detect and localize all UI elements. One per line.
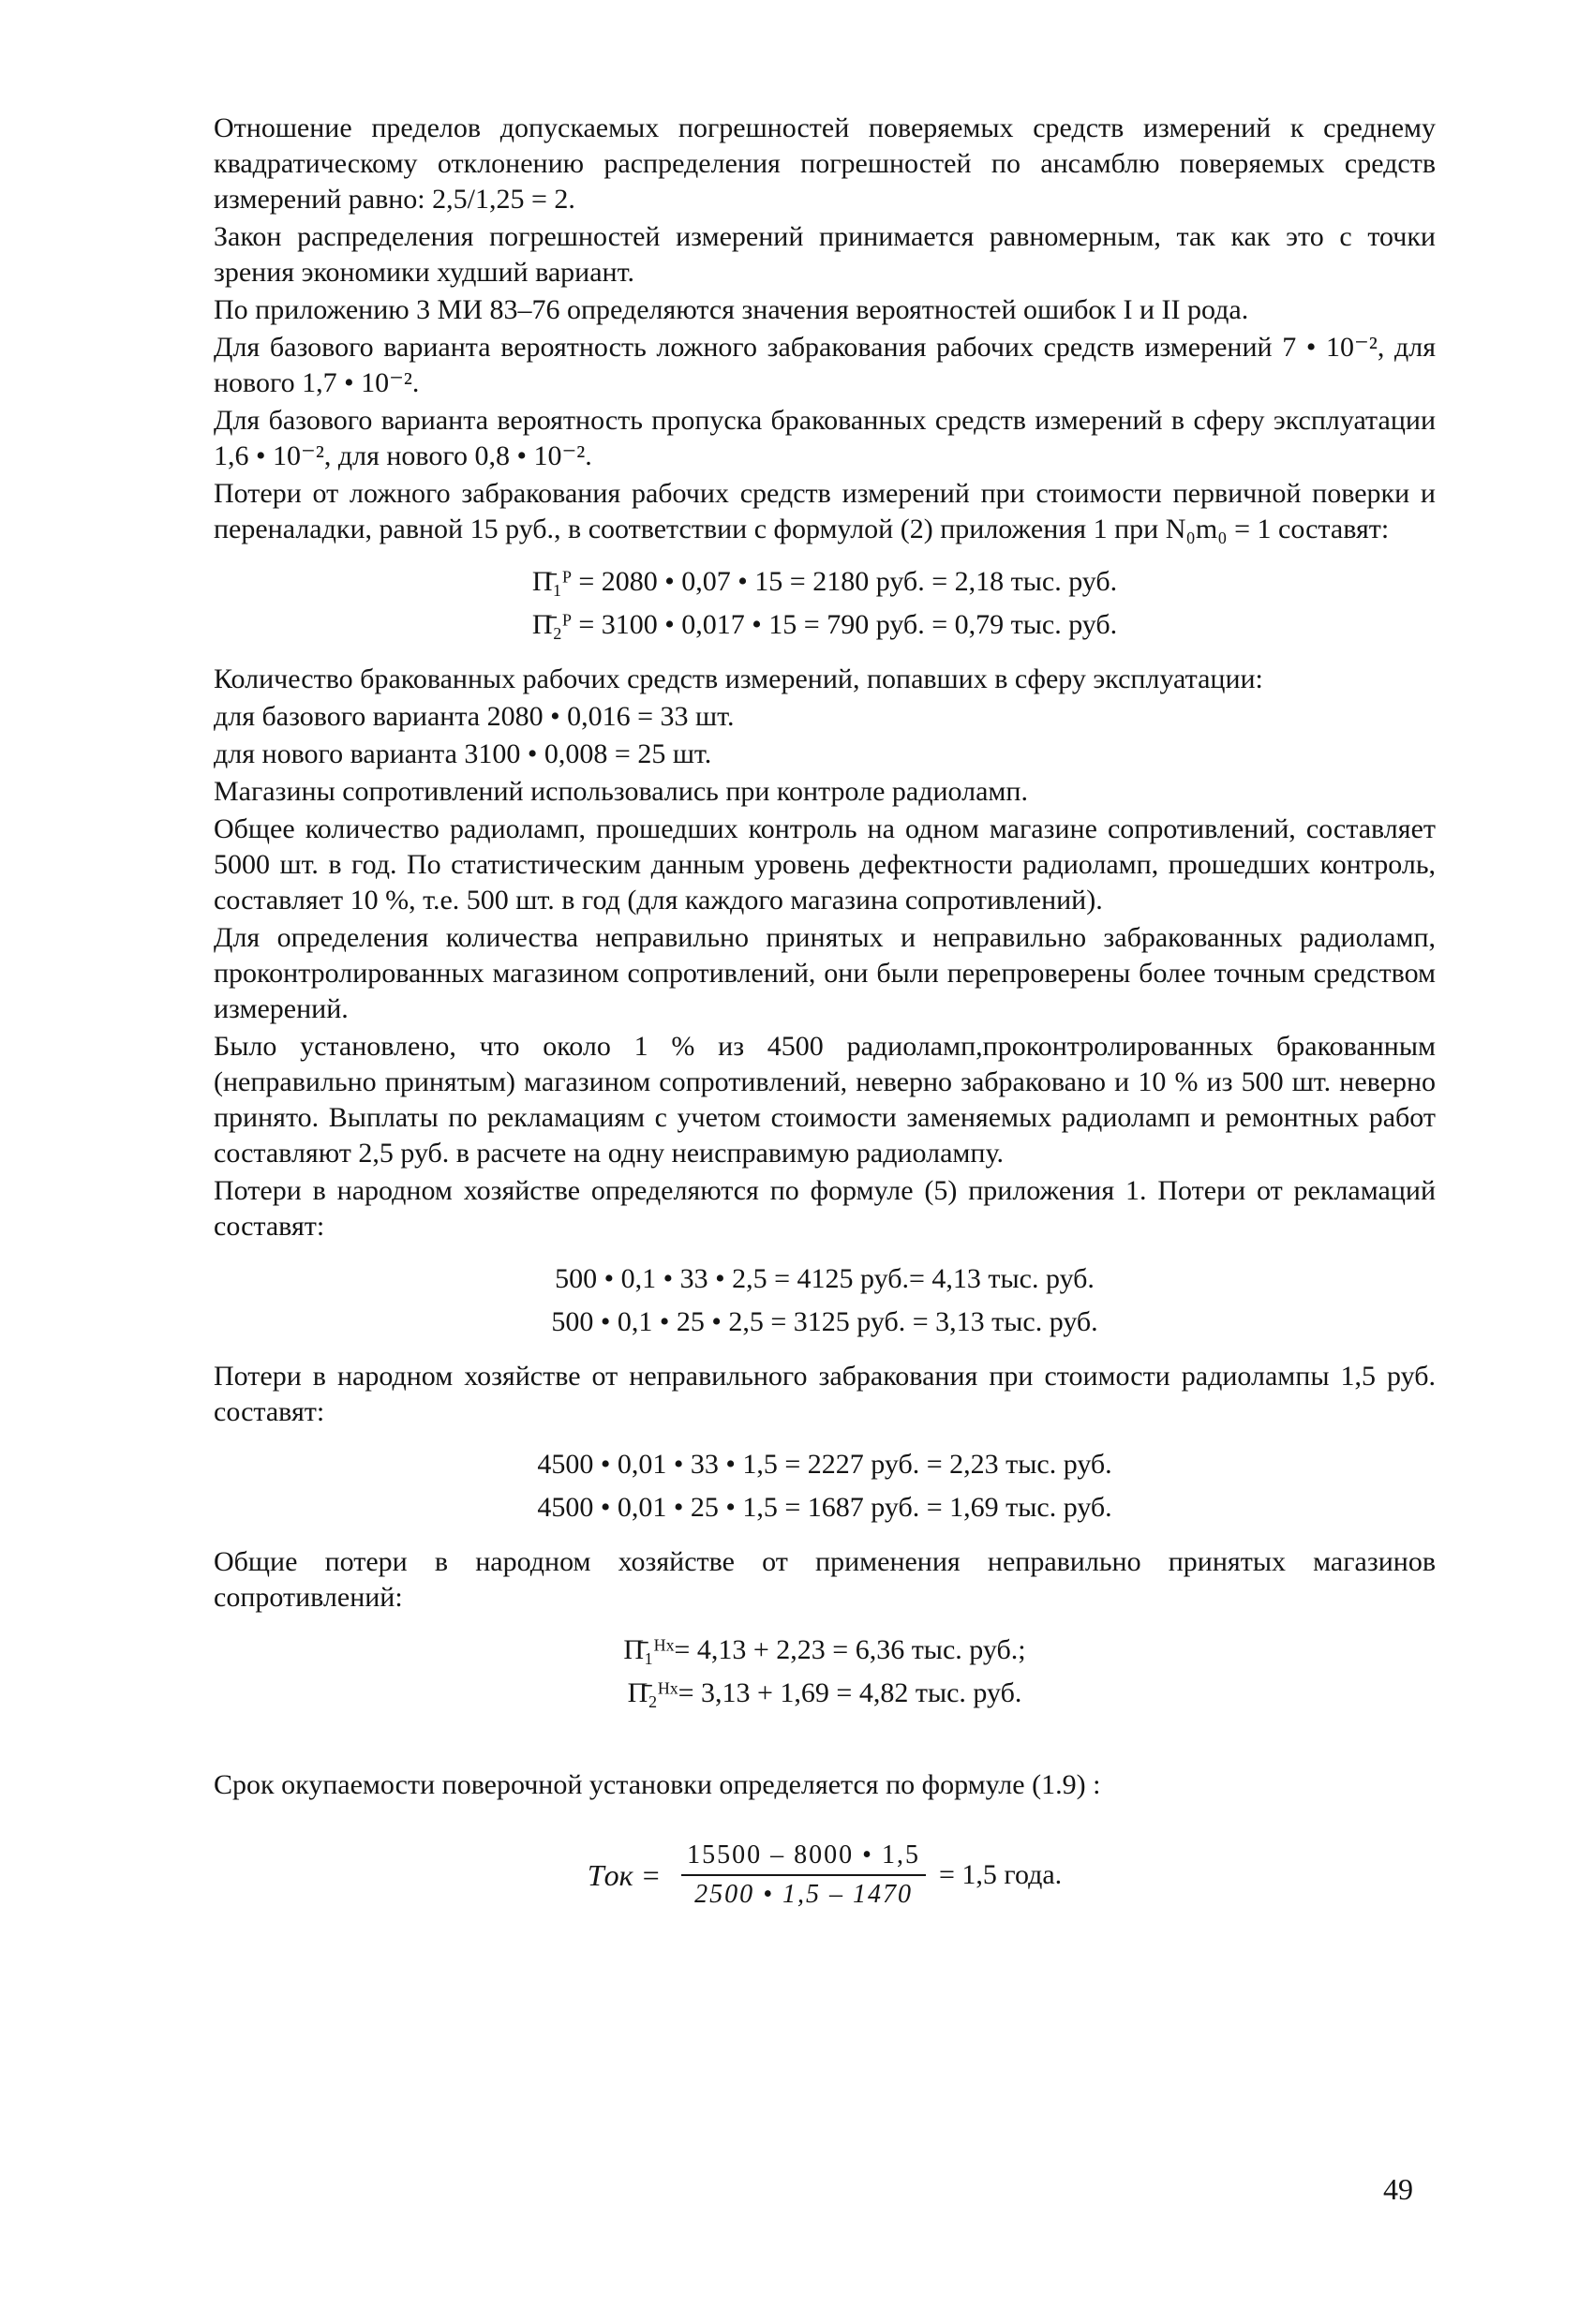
paragraph-findings: Было установлено, что около 1 % из 4500 радиоламп,проконтролированных бракованным (неправильно принятым) магазином сопротивлений, неверно забраковано и 10 % из 500 шт. неверно принято. Выплаты по рекламациям с учетом стоимости заменяемых радиоламп и ремонтных работ составляют 2,5 руб. в расчете на одну неисправимую радиолампу. — [214, 1031, 1436, 1169]
payback-symbol: Tок = — [587, 1857, 662, 1892]
paragraph-payback: Срок окупаемости поверочной установки определяется по формуле (1.9) : — [214, 1769, 1101, 1800]
formula-block-wrong-rejection — [214, 1443, 1436, 1529]
formula-loss-base: П̄₁ᴾ = 2080 • 0,07 • 15 = 2180 руб. = 2,18 тыс. руб. — [531, 566, 1118, 597]
payback-formula — [214, 1840, 1436, 1910]
formula-claims-new: 500 • 0,1 • 25 • 2,5 = 3125 руб. = 3,13 тыс. руб. — [551, 1306, 1098, 1337]
formula-total-new: П̄₂ᴴˣ= 3,13 + 1,69 = 4,82 тыс. руб. — [627, 1677, 1022, 1708]
formula-block-claims — [214, 1258, 1436, 1344]
page-number: 49 — [1383, 2172, 1413, 2206]
paragraph-total-lamps: Общее количество радиоламп, прошедших контроль на одном магазине сопротивлений, составляет 5000 шт. в год. По статистическим данным уровень дефектности радиоламп, прошедших контроль, составляет 10 %, т.е. 500 шт. в год (для каждого магазина сопротивлений). — [214, 813, 1436, 916]
paragraph-appendix-reference: По приложению 3 МИ 83–76 определяются значения вероятностей ошибок I и II рода. — [214, 294, 1249, 325]
paragraph-total-losses: Общие потери в народном хозяйстве от применения неправильно принятых магазинов сопротивлений: — [214, 1546, 1436, 1613]
page-body — [214, 111, 1436, 1910]
formula-block-total — [214, 1629, 1436, 1715]
formula-loss-new: П̄₂ᴾ = 3100 • 0,017 • 15 = 790 руб. = 0,79 тыс. руб. — [531, 609, 1118, 640]
formula-total-base: П̄₁ᴴˣ= 4,13 + 2,23 = 6,36 тыс. руб.; — [623, 1634, 1026, 1665]
formula-wrong-rejection-new: 4500 • 0,01 • 25 • 1,5 = 1687 руб. = 1,69 тыс. руб. — [537, 1492, 1112, 1523]
formula-block-losses — [214, 560, 1436, 647]
formula-claims-base: 500 • 0,1 • 33 • 2,5 = 4125 руб.= 4,13 тыс. руб. — [555, 1263, 1095, 1294]
payback-result: = 1,5 года. — [938, 1859, 1063, 1890]
payback-numerator: 15500 – 8000 • 1,5 — [681, 1840, 926, 1876]
paragraph-miss-probability: Для базового варианта вероятность пропуска бракованных средств измерений в сферу эксплуатации 1,6 • 10⁻², для нового 0,8 • 10⁻². — [214, 405, 1436, 471]
paragraph-economy-losses: Потери в народном хозяйстве определяются по формуле (5) приложения 1. Потери от рекламаций составят: — [214, 1175, 1436, 1242]
payback-fraction — [681, 1840, 926, 1910]
paragraph-resistance-boxes: Магазины сопротивлений использовались при контроле радиоламп. — [214, 776, 1028, 807]
formula-wrong-rejection-base: 4500 • 0,01 • 33 • 1,5 = 2227 руб. = 2,23 тыс. руб. — [537, 1449, 1112, 1480]
payback-denominator: 2500 • 1,5 – 1470 — [694, 1880, 913, 1909]
paragraph-ratio: Отношение пределов допускаемых погрешностей поверяемых средств измерений к среднему квадратическому отклонению распределения погрешностей по ансамблю поверяемых средств измерений равно: 2,5/1,25 = 2. — [214, 112, 1436, 215]
paragraph-distribution-law: Закон распределения погрешностей измерений принимается равномерным, так как это с точки зрения экономики худший вариант. — [214, 221, 1436, 288]
paragraph-defective-count: Количество бракованных рабочих средств измерений, попавших в сферу эксплуатации: — [214, 663, 1263, 694]
paragraph-false-rejection-losses: Потери от ложного забракования рабочих средств измерений при стоимости первичной поверки и переналадки, равной 15 руб., в соответствии с формулой (2) приложения 1 при N₀m₀ = 1 составят: — [214, 478, 1436, 544]
line-new-variant-count: для нового варианта 3100 • 0,008 = 25 шт. — [214, 738, 712, 769]
paragraph-wrong-rejection-losses: Потери в народном хозяйстве от неправильного забракования при стоимости радиолампы 1,5 руб. составят: — [214, 1361, 1436, 1427]
paragraph-false-rejection-probability: Для базового варианта вероятность ложного забракования рабочих средств измерений 7 • 10⁻², для нового 1,7 • 10⁻². — [214, 332, 1436, 398]
paragraph-verification: Для определения количества неправильно принятых и неправильно забракованных радиоламп, проконтролированных магазином сопротивлений, они были перепроверены более точным средством измерений. — [214, 922, 1436, 1024]
line-base-variant-count: для базового варианта 2080 • 0,016 = 33 шт. — [214, 701, 735, 732]
